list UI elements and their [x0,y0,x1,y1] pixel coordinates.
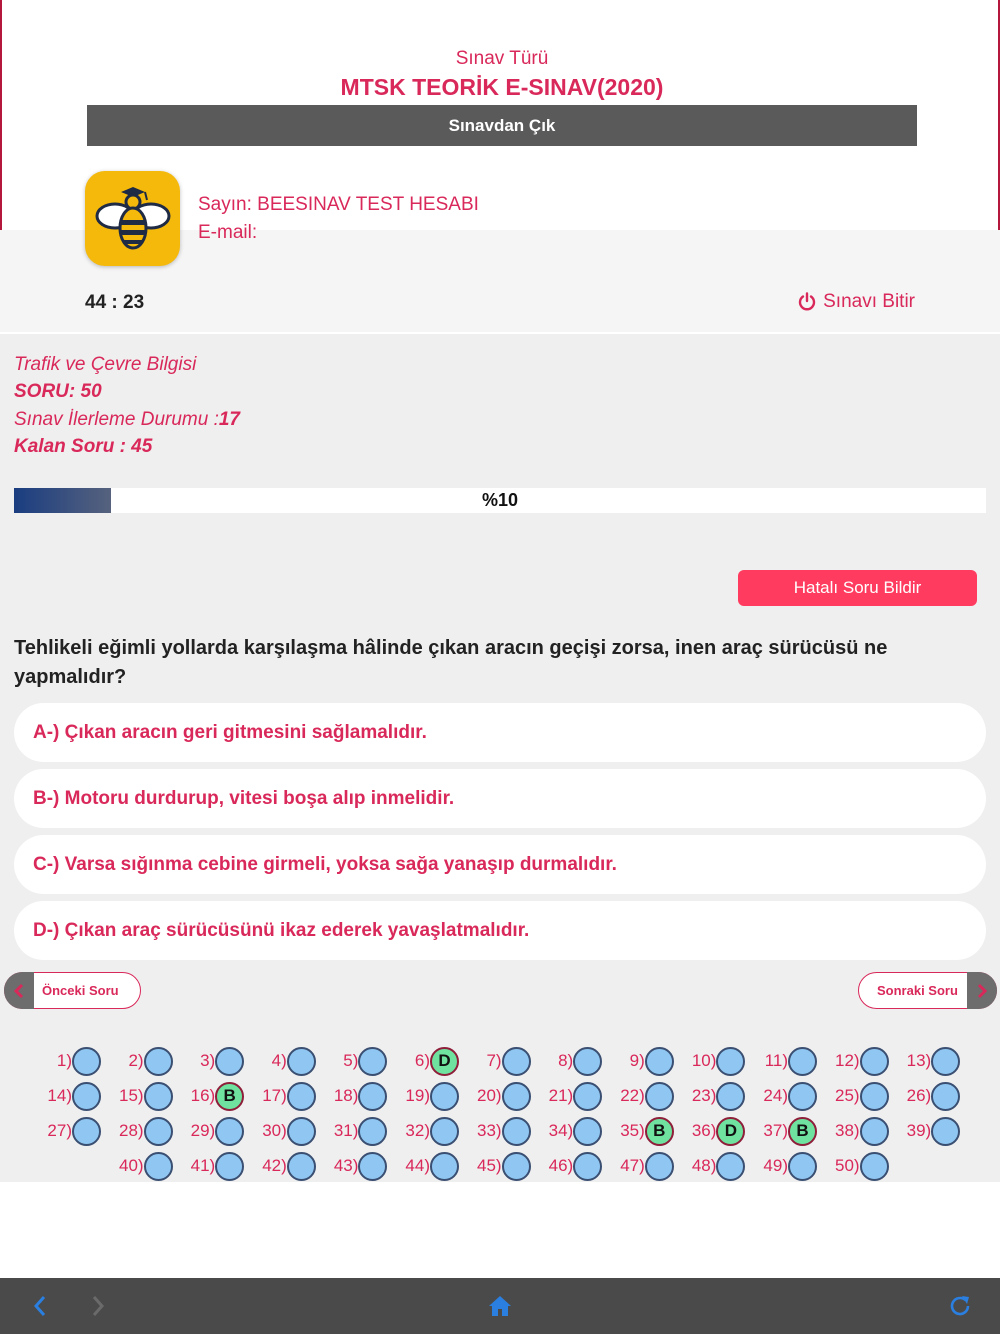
answer-grid-circle[interactable]: D [716,1117,745,1146]
answer-grid-number: 29) [190,1121,216,1140]
answer-grid-item[interactable] [595,1046,674,1076]
answer-grid-item[interactable] [237,1081,316,1111]
answer-grid-number: 45) [477,1156,502,1175]
answer-grid-item[interactable] [94,1116,173,1146]
answer-grid-number: 46) [548,1156,574,1175]
previous-question-label: Önceki Soru [42,983,119,998]
answer-grid-item[interactable] [523,1151,602,1181]
answer-grid-item[interactable] [380,1116,459,1146]
answer-grid-item[interactable] [308,1046,387,1076]
option-b[interactable]: B-) Motoru durdurup, vitesi boşa alıp inmelidir. [14,769,986,828]
answer-grid-number: 7) [486,1051,502,1070]
answer-grid-circle[interactable] [860,1152,889,1181]
answer-grid-circle[interactable] [931,1047,960,1076]
answer-grid-item[interactable] [666,1116,745,1146]
answer-grid-number: 34) [548,1121,574,1140]
answer-grid-item[interactable] [237,1151,316,1181]
answer-grid-item[interactable] [165,1081,244,1111]
answer-grid-number: 37) [763,1121,788,1140]
answer-grid-item[interactable] [165,1151,244,1181]
answer-grid-circle[interactable]: B [215,1082,244,1111]
answer-grid-item[interactable] [237,1046,316,1076]
answer-grid-item[interactable] [380,1151,459,1181]
answer-grid-circle[interactable]: D [430,1047,459,1076]
answer-grid-item[interactable] [881,1046,960,1076]
answer-grid-circle[interactable]: B [645,1117,674,1146]
answer-grid-number: 20) [477,1086,502,1105]
answer-grid-item[interactable] [22,1046,101,1076]
answer-grid-item[interactable] [308,1081,387,1111]
answer-grid-circle[interactable]: B [788,1117,817,1146]
answer-grid-item[interactable] [94,1081,173,1111]
answer-grid-item[interactable] [666,1046,745,1076]
answer-grid-item[interactable] [881,1116,960,1146]
answer-grid-number: 12) [835,1051,860,1070]
answer-grid-item[interactable] [237,1116,316,1146]
answer-grid-number: 5) [343,1051,359,1070]
answer-grid-number: 14) [47,1086,72,1105]
answer-grid-number: 44) [405,1156,430,1175]
answer-grid-circle[interactable] [931,1117,960,1146]
answer-grid-number: 27) [47,1121,72,1140]
answer-grid-number: 16) [190,1086,216,1105]
exam-type-label: Sınav Türü [455,48,549,69]
previous-question-button[interactable] [4,972,141,1009]
answer-grid-item[interactable] [666,1151,745,1181]
answer-grid-number: 3) [200,1051,216,1070]
answer-grid-number: 33) [477,1121,502,1140]
answer-grid-number: 35) [620,1121,645,1140]
answer-grid-item[interactable] [380,1046,459,1076]
answer-grid-item[interactable] [738,1116,817,1146]
answer-grid-number: 15) [119,1086,144,1105]
answer-grid-number: 43) [333,1156,359,1175]
user-name: Sayın: BEESINAV TEST HESABI [198,194,479,215]
progress-percent: %10 [481,490,519,510]
finish-exam-label: Sınavı Bitir [823,291,915,312]
answer-grid-item[interactable] [165,1046,244,1076]
answer-grid-item[interactable] [523,1046,602,1076]
answer-grid-number: 6) [414,1051,430,1070]
answer-grid-item[interactable] [452,1046,531,1076]
answer-grid-item[interactable] [452,1081,531,1111]
refresh-icon[interactable] [940,1278,980,1334]
answer-grid-number: 40) [119,1156,144,1175]
report-question-button[interactable]: Hatalı Soru Bildir [738,570,977,606]
answer-grid-number: 50) [835,1156,860,1175]
answer-grid-number: 41) [190,1156,216,1175]
answer-grid-item[interactable] [22,1081,101,1111]
answer-grid-item[interactable] [523,1116,602,1146]
answer-grid-number: 36) [691,1121,717,1140]
answer-grid-item[interactable] [738,1151,817,1181]
answer-grid-item[interactable] [810,1046,889,1076]
answer-grid-number: 19) [405,1086,430,1105]
answer-grid-item[interactable] [452,1151,531,1181]
answer-grid-number: 23) [691,1086,717,1105]
answer-grid-number: 39) [906,1121,932,1140]
answer-grid-number: 11) [764,1051,788,1070]
next-question-button[interactable] [858,972,997,1009]
answer-grid-item[interactable] [595,1116,674,1146]
option-d[interactable]: D-) Çıkan araç sürücüsünü ikaz ederek yavaşlatmalıdır. [14,901,986,960]
progress-bar [14,488,986,513]
answer-grid-number: 9) [629,1051,645,1070]
question-count: SORU: 50 [14,381,102,402]
answer-grid-number: 28) [119,1121,144,1140]
answer-grid-circle[interactable] [931,1082,960,1111]
remaining-questions: Kalan Soru : 45 [14,436,153,457]
answer-grid-number: 32) [405,1121,430,1140]
option-a[interactable]: A-) Çıkan aracın geri gitmesini sağlamalıdır. [14,703,986,762]
answer-grid-item[interactable] [94,1046,173,1076]
forward-icon[interactable] [78,1278,118,1334]
answer-grid-number: 21) [548,1086,574,1105]
user-email: E-mail: [198,222,258,243]
bee-icon [85,171,180,266]
answer-grid-item[interactable] [452,1116,531,1146]
home-icon[interactable] [480,1278,520,1334]
finish-exam-button[interactable] [797,291,915,313]
answer-grid-number: 30) [262,1121,287,1140]
progress-status: Sınav İlerleme Durumu :17 [14,409,240,430]
answer-grid-item[interactable] [22,1116,101,1146]
answer-grid-item[interactable] [308,1151,387,1181]
answer-grid-number: 24) [763,1086,788,1105]
answer-grid-number: 4) [271,1051,287,1070]
answer-grid-item[interactable] [738,1081,817,1111]
answer-grid-item[interactable] [810,1081,889,1111]
answer-grid-item[interactable] [881,1081,960,1111]
answer-grid-number: 22) [620,1086,645,1105]
answer-grid-number: 25) [835,1086,860,1105]
answer-grid-item[interactable] [165,1116,244,1146]
answer-grid-number: 26) [906,1086,932,1105]
answer-grid-number: 18) [333,1086,359,1105]
answer-grid-number: 1) [56,1051,72,1070]
exit-exam-button[interactable]: Sınavdan Çık [87,105,917,146]
answer-grid-item[interactable] [523,1081,602,1111]
answer-grid-number: 31) [333,1121,359,1140]
answer-grid-number: 13) [906,1051,932,1070]
answer-grid-item[interactable] [666,1081,745,1111]
answer-grid-item[interactable] [595,1081,674,1111]
chevron-left-icon [4,972,34,1009]
answer-grid-item[interactable] [94,1151,173,1181]
answer-grid-number: 17) [262,1086,287,1105]
answer-grid-item[interactable] [810,1116,889,1146]
answer-grid-number: 10) [691,1051,717,1070]
answer-grid-number: 8) [558,1051,574,1070]
answer-grid-number: 42) [262,1156,287,1175]
answer-grid-item[interactable] [595,1151,674,1181]
answer-grid-item[interactable] [380,1081,459,1111]
back-icon[interactable] [20,1278,60,1334]
answer-grid-number: 38) [835,1121,860,1140]
exam-title: MTSK TEORİK E-SINAV(2020) [340,74,664,100]
answer-grid-item[interactable] [308,1116,387,1146]
countdown-timer: 44 : 23 [85,292,145,313]
power-icon [797,292,817,312]
answer-grid-item[interactable] [738,1046,817,1076]
answer-grid-item[interactable] [810,1151,889,1181]
category-label: Trafik ve Çevre Bilgisi [14,354,197,375]
answer-grid-number: 47) [620,1156,645,1175]
question-text: Tehlikeli eğimli yollarda karşılaşma hâlinde çıkan aracın geçişi zorsa, inen araç sürücüsü ne yapmalıdır? [14,637,888,688]
answer-grid-number: 2) [128,1051,144,1070]
bottom-toolbar [0,1278,1000,1334]
next-question-label: Sonraki Soru [877,983,958,998]
answer-grid-number: 49) [763,1156,788,1175]
option-c[interactable]: C-) Varsa sığınma cebine girmeli, yoksa sağa yanaşıp durmalıdır. [14,835,986,894]
answer-grid-number: 48) [691,1156,717,1175]
